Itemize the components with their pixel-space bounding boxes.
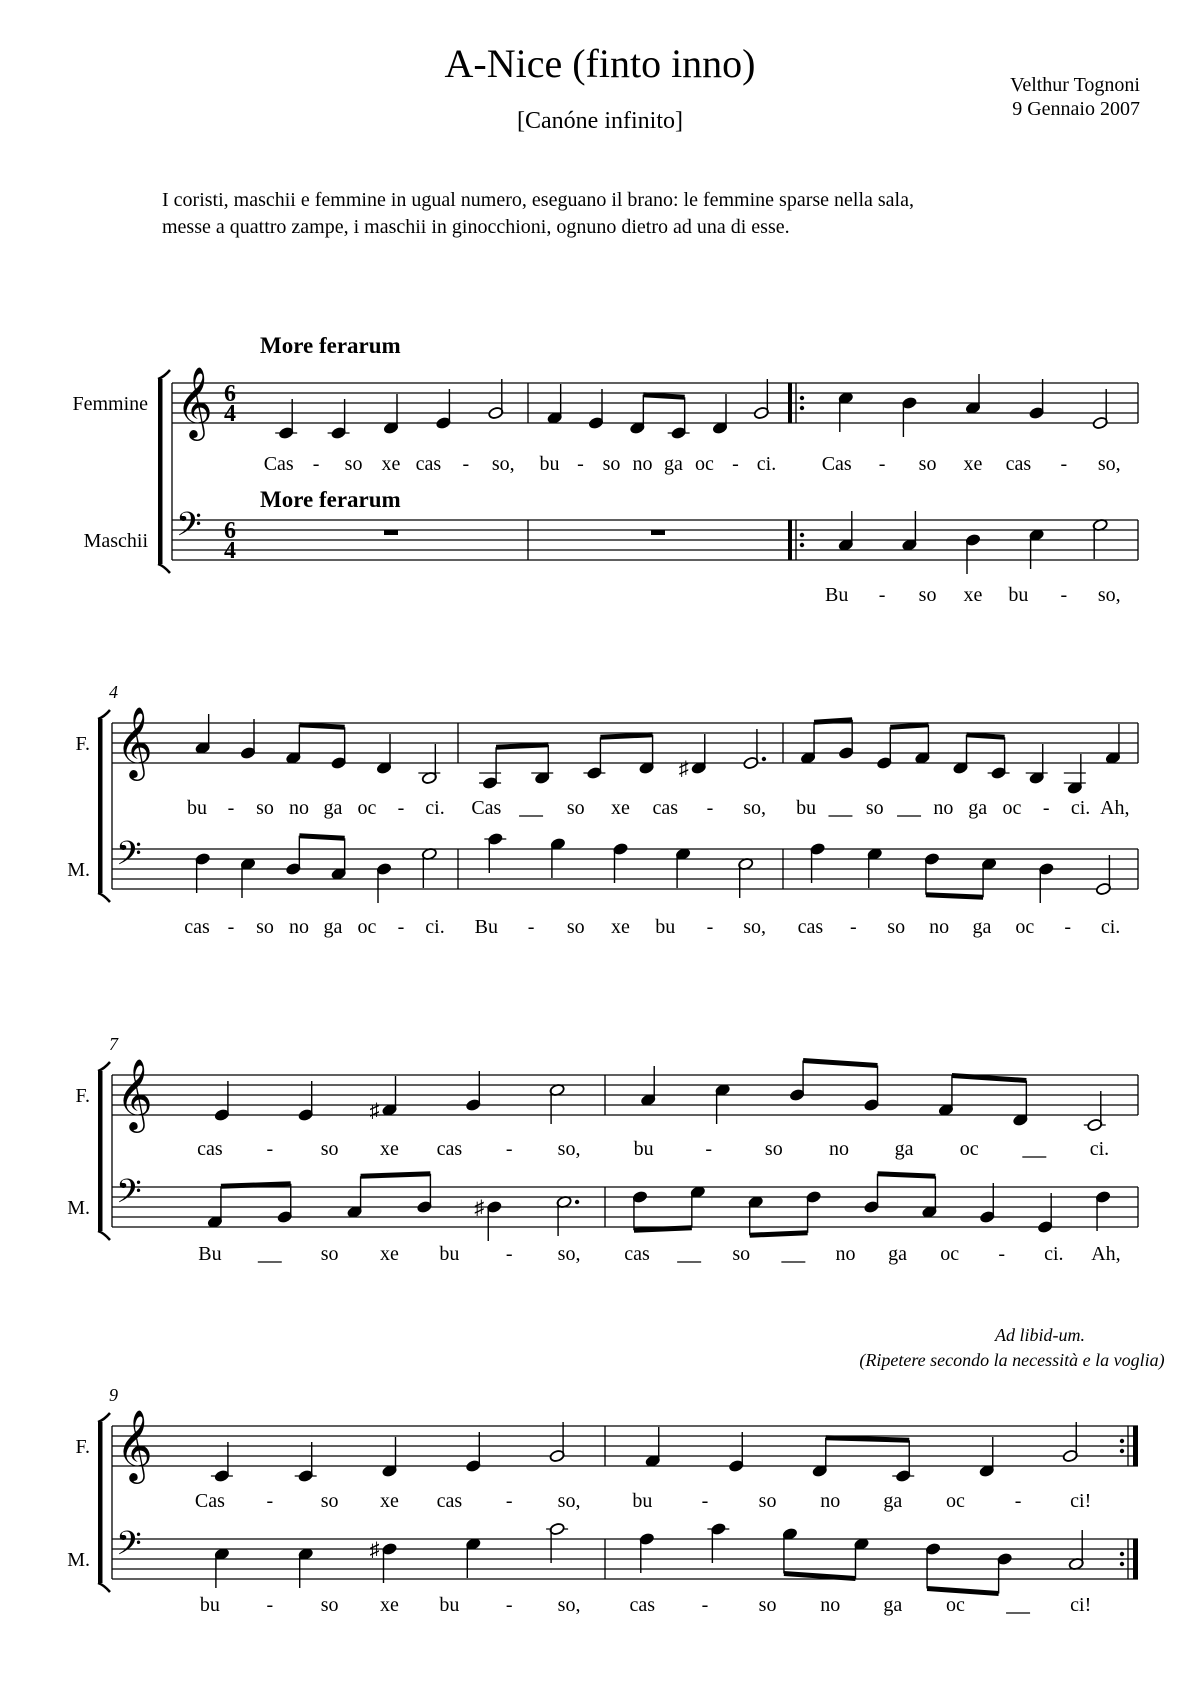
bass-clef-icon: 𝄢 [116, 1525, 142, 1570]
bracket-hook [98, 1062, 110, 1071]
lyric-syllable: - [266, 1594, 274, 1616]
note-beam [600, 735, 652, 738]
lyric-syllable: oc [945, 1594, 965, 1616]
lyric-syllable: cas [436, 1138, 463, 1160]
lyric-syllable: Bu [474, 916, 499, 938]
lyric-syllable: xe [611, 797, 630, 819]
time-signature-numerator: 6 [224, 381, 236, 407]
note-beam [221, 1184, 291, 1187]
lyric-syllable: - [505, 1490, 513, 1512]
note-beam [299, 725, 344, 728]
lyric-syllable: - [998, 1243, 1006, 1265]
lyric-syllable: ga [888, 1243, 907, 1265]
instruction-line: I coristi, maschii e femmine in ugual numero, eseguano il brano: le femmine sparse nella sala, [162, 189, 914, 211]
repeat-dot [1120, 1449, 1124, 1453]
repeat-dot [800, 396, 804, 400]
note-beam [878, 1174, 936, 1177]
lyric-syllable: cas [436, 1490, 463, 1512]
lyric-syllable: bu [1008, 584, 1029, 606]
lyric-syllable: no [632, 453, 653, 475]
lyric-syllable: - [227, 797, 235, 819]
lyric-syllable: ci. [1044, 1243, 1064, 1265]
voice-name-maschii: Maschii [83, 530, 148, 552]
lyric-syllable: bu [187, 797, 207, 819]
lyric-syllable: oc [1015, 916, 1035, 938]
tempo-marking: More ferarum [260, 487, 401, 512]
bass-clef-icon: 𝄢 [116, 835, 142, 880]
lyric-syllable: - [878, 453, 886, 475]
lyric-syllable: cas [415, 453, 442, 475]
ad-libitum-instruction: (Ripetere secondo la necessità e la voglia) [859, 1350, 1165, 1370]
lyric-syllable: no [828, 1138, 849, 1160]
staff-femmine [112, 1075, 1138, 1115]
lyric-syllable: oc [940, 1243, 960, 1265]
bracket-hook [98, 1231, 110, 1240]
lyric-syllable: bu [439, 1243, 460, 1265]
tempo-marking: More ferarum [260, 333, 401, 358]
sharp-icon: ♯ [369, 1100, 380, 1122]
lyric-syllable: - [462, 453, 470, 475]
treble-clef-icon: 𝄞 [116, 1061, 153, 1129]
lyric-syllable: ci. [1089, 1138, 1110, 1160]
note-beam [967, 735, 1005, 738]
lyric-syllable: bu [633, 1138, 654, 1160]
lyric-syllable: ga [323, 916, 343, 938]
lyric-syllable: - [1060, 584, 1068, 606]
repeat-thick-bar [788, 383, 792, 423]
composition-date: 9 Gennaio 2007 [1012, 98, 1140, 120]
lyric-syllable: so [344, 453, 363, 475]
time-signature-denominator: 4 [224, 401, 236, 427]
lyric-syllable: - [701, 1594, 709, 1616]
whole-rest-icon [384, 530, 398, 535]
lyric-syllable: bu [632, 1490, 653, 1512]
lyric-syllable: so [918, 453, 937, 475]
repeat-thick-bar [1133, 1539, 1138, 1579]
treble-clef-icon: 𝄞 [116, 709, 153, 777]
lyric-syllable: so, [1097, 453, 1121, 475]
lyric-syllable: - [1064, 916, 1072, 938]
voice-abbr-femmine: F. [75, 1085, 90, 1107]
lyric-syllable: no [289, 916, 309, 938]
lyric-syllable: no [289, 797, 309, 819]
lyric-syllable: so [918, 584, 937, 606]
note-beam [814, 720, 852, 723]
lyric-syllable: no [835, 1243, 856, 1265]
lyric-syllable: - [266, 1490, 274, 1512]
lyric-syllable: cas [797, 916, 824, 938]
lyric-syllable: - [1014, 1490, 1022, 1512]
augmentation-dot [762, 757, 766, 761]
lyric-syllable: oc [1002, 797, 1022, 819]
lyric-syllable: ga [894, 1138, 914, 1160]
lyric-syllable: so, [557, 1243, 581, 1265]
system-bracket [98, 719, 103, 893]
bass-clef-icon: 𝄢 [176, 506, 202, 551]
repeat-dot [1120, 1562, 1124, 1566]
note-beam [784, 1574, 856, 1579]
lyric-syllable: so [887, 916, 906, 938]
voice-abbr-femmine: F. [75, 1436, 90, 1458]
lyric-syllable: xe [380, 1490, 399, 1512]
lyric-syllable: so, [743, 916, 767, 938]
repeat-thick-bar [1133, 1426, 1138, 1466]
lyric-syllable: no [820, 1594, 841, 1616]
lyric-syllable: cas [197, 1138, 223, 1160]
voice-abbr-maschii: M. [67, 859, 90, 881]
lyric-syllable: cas [652, 797, 678, 819]
lyric-syllable: oc [695, 453, 714, 475]
repeat-dot [800, 406, 804, 410]
lyric-syllable: so, [557, 1138, 581, 1160]
bracket-hook [98, 1583, 110, 1592]
system-bracket [98, 1422, 103, 1583]
bracket-hook [158, 564, 170, 573]
lyric-syllable: so, [557, 1490, 581, 1512]
lyric-syllable: - [701, 1490, 709, 1512]
bass-clef-icon: 𝄢 [116, 1173, 142, 1218]
bracket-hook [98, 1413, 110, 1422]
lyric-syllable: no [933, 797, 954, 819]
lyric-syllable: - [505, 1138, 513, 1160]
lyric-syllable: ga [664, 453, 683, 475]
lyric-syllable: so [566, 797, 585, 819]
measure-number: 7 [109, 1034, 118, 1054]
lyric-syllable: ci. [425, 916, 445, 938]
bracket-hook [98, 710, 110, 719]
lyric-syllable: cas [629, 1594, 656, 1616]
score-subtitle: [Canóne infinito] [517, 108, 683, 134]
lyric-syllable: bu [199, 1594, 220, 1616]
lyric-syllable: Cas [263, 453, 294, 475]
lyric-syllable: oc [959, 1138, 979, 1160]
lyric-syllable: ci. [425, 797, 445, 819]
lyric-syllable: no [820, 1490, 841, 1512]
voice-abbr-maschii: M. [67, 1197, 90, 1219]
lyric-syllable: xe [611, 916, 630, 938]
lyric-syllable: xe [963, 584, 983, 606]
note-beam [826, 1438, 910, 1441]
repeat-dot [1120, 1439, 1124, 1443]
lyric-syllable: ci. [756, 453, 777, 475]
lyric-syllable: - [397, 797, 405, 819]
staff-maschii [172, 520, 1138, 560]
lyric-syllable: cas [624, 1243, 650, 1265]
lyric-syllable: ci. [1070, 797, 1091, 819]
note-beam [750, 1233, 808, 1236]
lyric-syllable: - [527, 916, 535, 938]
lyric-syllable: - [577, 453, 584, 475]
lyric-syllable: - [1060, 453, 1068, 475]
lyric-syllable: - [705, 1138, 713, 1160]
lyric-syllable: - [397, 916, 405, 938]
bracket-hook [98, 893, 110, 902]
lyric-syllable: so [256, 916, 274, 938]
note-beam [361, 1174, 431, 1177]
lyric-syllable: bu [539, 453, 560, 475]
sharp-icon: ♯ [474, 1197, 485, 1219]
lyric-syllable: Cas [821, 453, 852, 475]
lyric-syllable: ga [883, 1594, 903, 1616]
lyric-syllable: oc [945, 1490, 965, 1512]
voice-name-femmine: Femmine [72, 393, 148, 415]
note-beam [927, 1589, 999, 1594]
lyric-syllable: Bu [825, 584, 849, 606]
lyric-syllable: so [320, 1243, 339, 1265]
lyric-syllable: so, [1097, 584, 1121, 606]
lyric-syllable: so [320, 1594, 339, 1616]
repeat-dot [1120, 1552, 1124, 1556]
augmentation-dot [575, 1200, 579, 1204]
lyric-syllable: - [505, 1594, 513, 1616]
lyric-syllable: xe [380, 1243, 399, 1265]
whole-rest-icon [651, 530, 665, 535]
lyric-syllable: bu [796, 797, 817, 819]
lyric-syllable: so [764, 1138, 783, 1160]
time-signature-denominator: 4 [224, 538, 236, 564]
note-beam [634, 1228, 692, 1231]
lyric-syllable: so [865, 797, 884, 819]
lyric-syllable: ga [972, 916, 992, 938]
staff-femmine [112, 1426, 1138, 1466]
lyric-syllable: cas [184, 916, 210, 938]
lyric-syllable: so, [557, 1594, 581, 1616]
score-title: A-Nice (finto inno) [444, 41, 756, 86]
lyric-syllable: - [878, 584, 886, 606]
repeat-thick-bar [788, 520, 792, 560]
lyric-syllable: ci! [1070, 1594, 1092, 1616]
lyric-syllable: so [320, 1490, 339, 1512]
lyric-syllable: ci! [1070, 1490, 1092, 1512]
repeat-dot [800, 533, 804, 537]
lyric-syllable: so [758, 1594, 777, 1616]
lyric-syllable: xe [380, 1594, 399, 1616]
lyric-syllable: - [732, 453, 739, 475]
system-bracket [98, 1071, 103, 1231]
lyric-syllable: Ah, [1091, 1243, 1121, 1265]
lyric-syllable: so [256, 797, 274, 819]
lyric-syllable: - [1042, 797, 1050, 819]
lyric-syllable: so, [743, 797, 767, 819]
note-beam [496, 745, 548, 748]
lyric-syllable: so [602, 453, 621, 475]
lyric-syllable: xe [380, 1138, 399, 1160]
treble-clef-icon: 𝄞 [176, 369, 213, 437]
bracket-hook [158, 370, 170, 379]
sharp-icon: ♯ [678, 758, 689, 780]
measure-number: 9 [109, 1385, 118, 1405]
sharp-icon: ♯ [369, 1539, 380, 1561]
lyric-syllable: oc [357, 797, 377, 819]
lyric-syllable: Bu [198, 1243, 222, 1265]
lyric-syllable: Cas [471, 797, 502, 819]
note-beam [926, 895, 983, 898]
composer-name: Velthur Tognoni [1010, 74, 1140, 96]
lyric-syllable: ga [323, 797, 343, 819]
staff-femmine [112, 723, 1138, 763]
lyric-syllable: ga [968, 797, 988, 819]
staff-maschii [112, 1539, 1138, 1579]
note-beam [643, 395, 684, 398]
lyric-syllable: - [312, 453, 320, 475]
lyric-syllable: ga [883, 1490, 903, 1512]
lyric-syllable: Ah, [1100, 797, 1130, 819]
lyric-syllable: so [320, 1138, 339, 1160]
lyric-syllable: - [706, 797, 714, 819]
lyric-syllable: ci. [1100, 916, 1121, 938]
note-beam [299, 836, 344, 839]
lyric-syllable: - [266, 1138, 274, 1160]
lyric-syllable: - [849, 916, 857, 938]
staff-femmine [172, 383, 1138, 423]
lyric-syllable: xe [381, 453, 401, 475]
treble-clef-icon: 𝄞 [116, 1412, 153, 1480]
lyric-syllable: - [227, 916, 235, 938]
lyric-syllable: no [929, 916, 950, 938]
staff-maschii [112, 849, 1138, 889]
lyric-syllable: bu [439, 1594, 460, 1616]
time-signature-numerator: 6 [224, 518, 236, 544]
system-bracket [158, 379, 163, 564]
lyric-syllable: xe [963, 453, 983, 475]
repeat-dot [800, 543, 804, 547]
lyric-syllable: so [758, 1490, 777, 1512]
lyric-syllable: bu [655, 916, 676, 938]
lyric-syllable: - [505, 1243, 513, 1265]
lyric-syllable: Cas [194, 1490, 225, 1512]
note-beam [890, 725, 928, 728]
lyric-syllable: so [732, 1243, 751, 1265]
lyric-syllable: so, [491, 453, 515, 475]
lyric-syllable: - [706, 916, 714, 938]
measure-number: 4 [109, 682, 118, 702]
voice-abbr-femmine: F. [75, 733, 90, 755]
lyric-syllable: cas [1005, 453, 1032, 475]
voice-abbr-maschii: M. [67, 1549, 90, 1571]
note-beam [803, 1061, 877, 1066]
lyric-syllable: so [566, 916, 585, 938]
instruction-line: messe a quattro zampe, i maschii in ginocchioni, ognuno dietro ad una di esse. [162, 216, 790, 238]
note-beam [952, 1076, 1026, 1081]
ad-libitum-note: Ad libid-um. [995, 1325, 1085, 1345]
lyric-syllable: oc [357, 916, 377, 938]
